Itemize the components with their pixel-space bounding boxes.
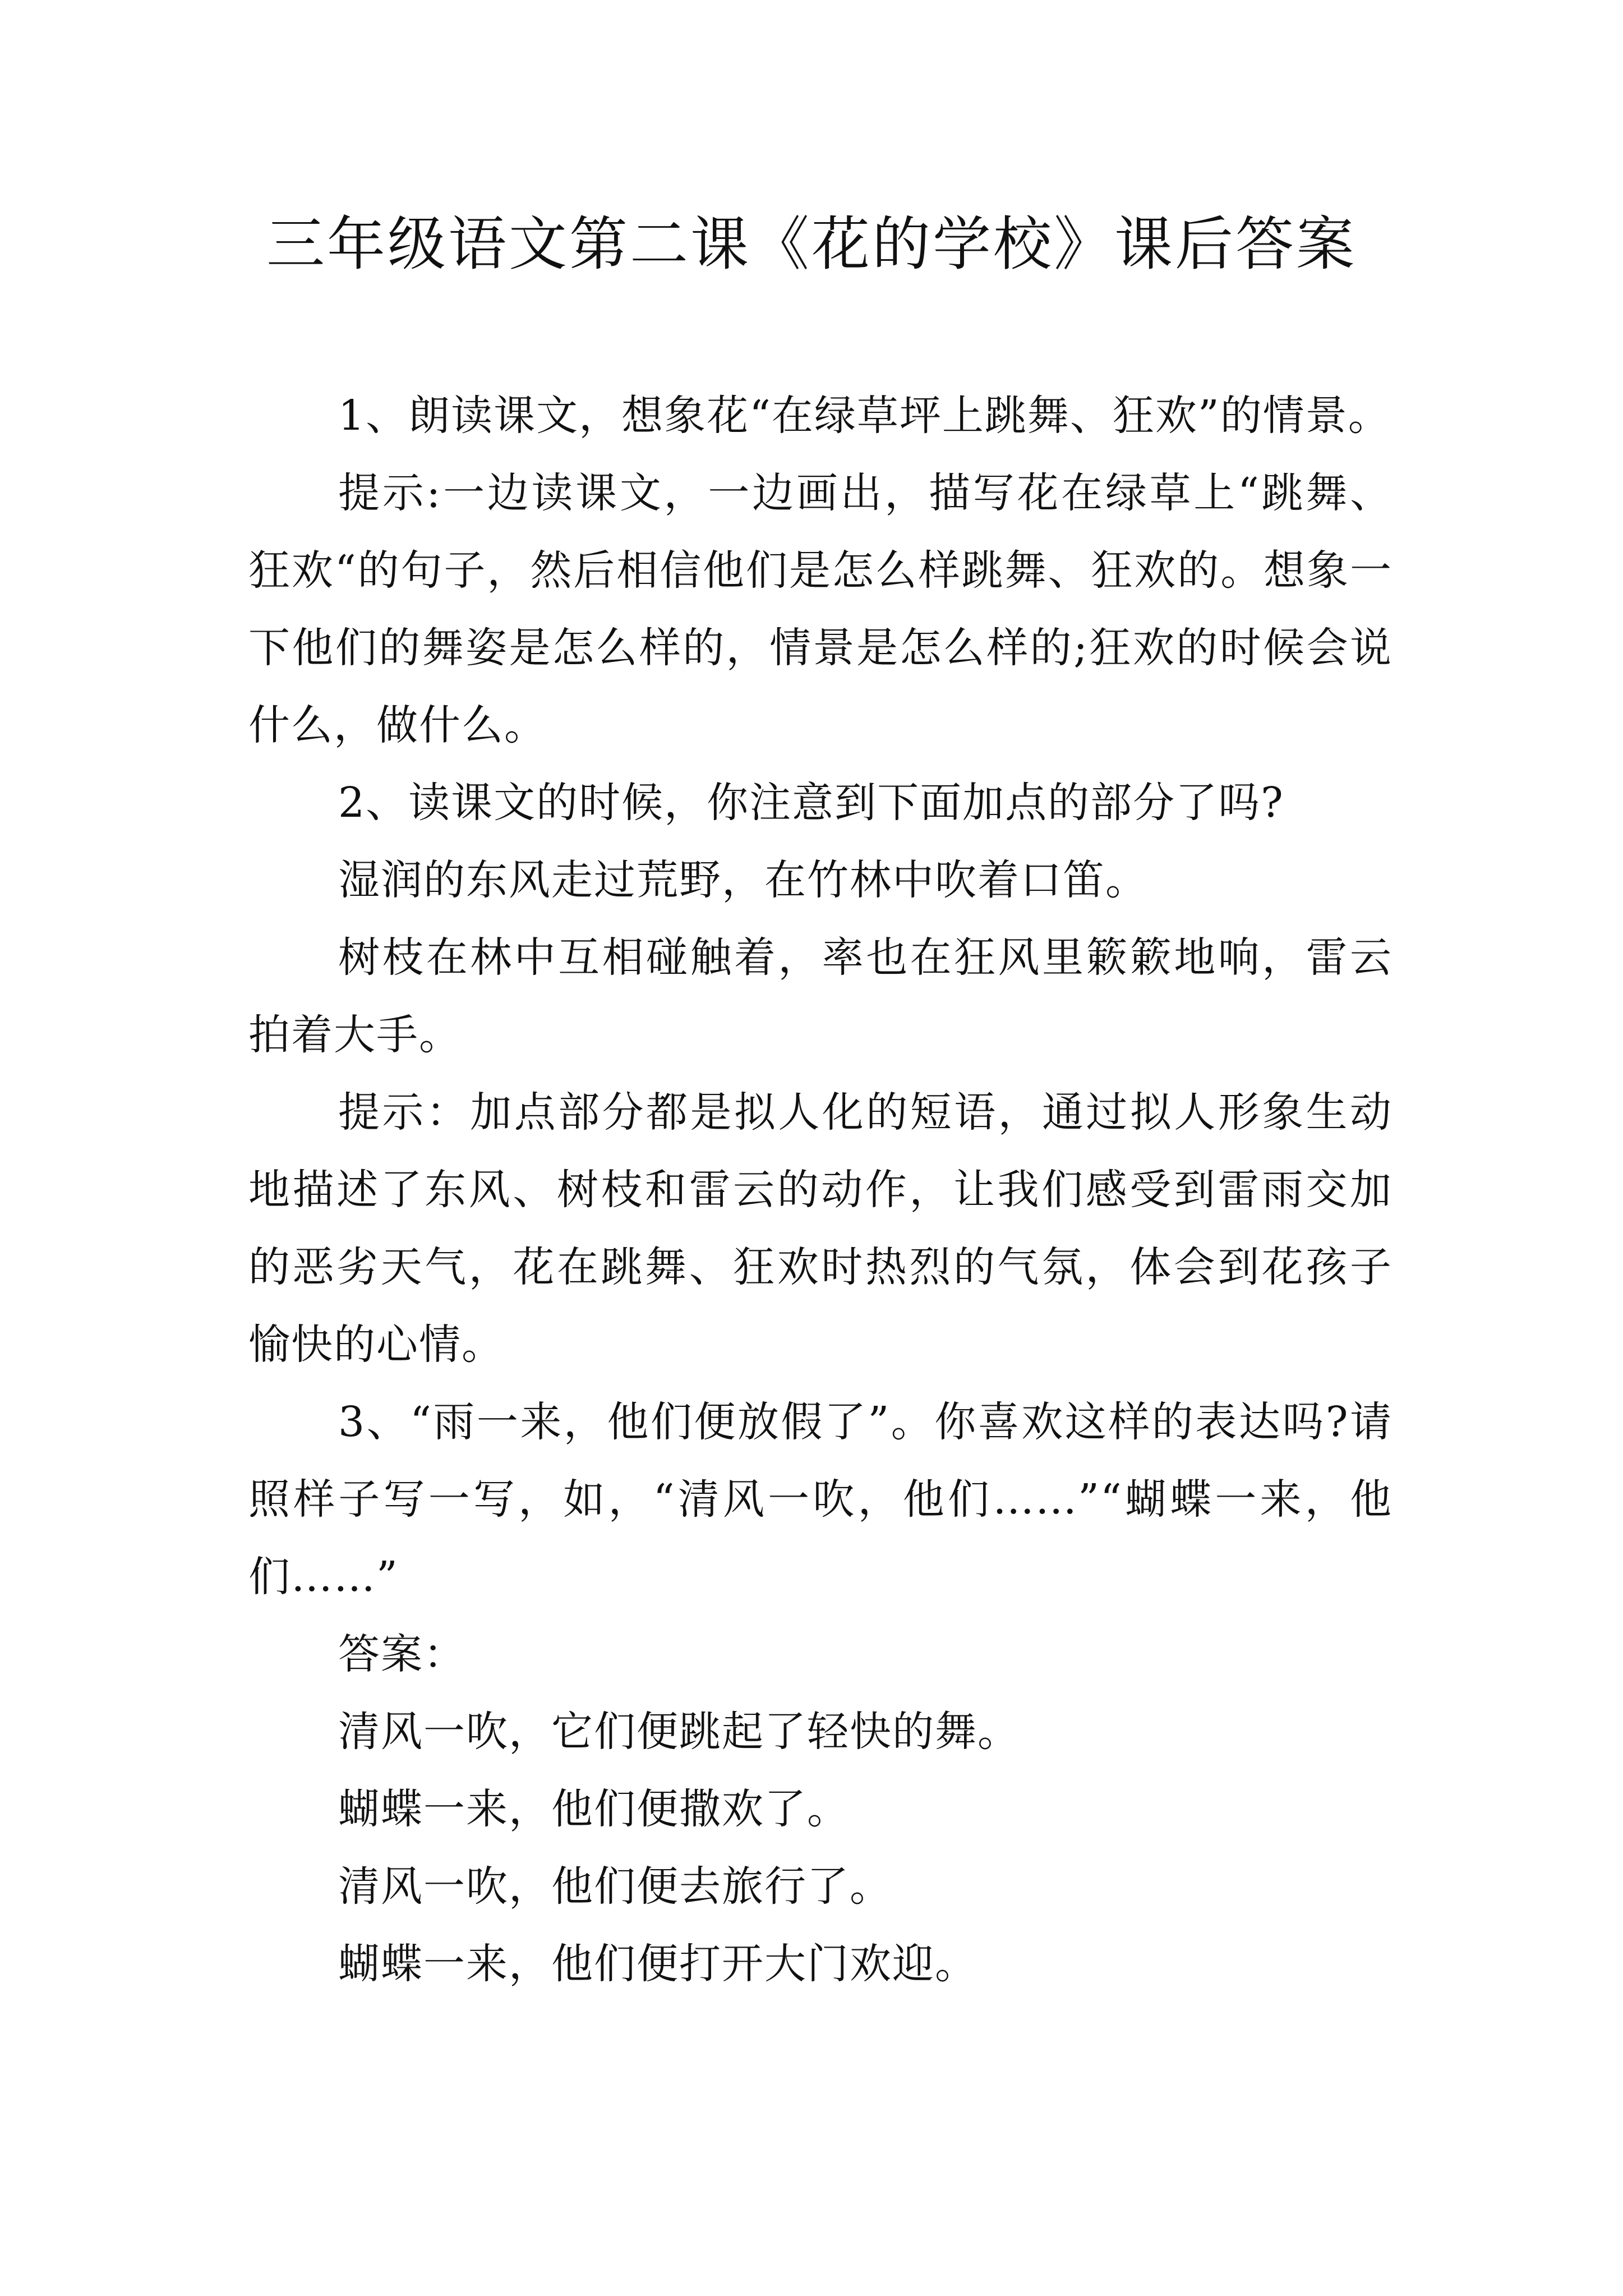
answer-line-1: 清风一吹，它们便跳起了轻快的舞。 xyxy=(338,1708,1020,1756)
answer-line-3: 清风一吹，他们便去旅行了。 xyxy=(338,1862,892,1911)
question-1: 1、朗读课文，想象花“在绿草坪上跳舞、狂欢”的情景。 xyxy=(338,392,1391,440)
example-sentence-1: 湿润的东风走过荒野，在竹林中吹着口笛。 xyxy=(338,856,1148,904)
question-2: 2、读课文的时候，你注意到下面加点的部分了吗? xyxy=(338,779,1284,827)
hint-2: 提示：加点部分都是拟人化的短语，通过拟人形象生动地描述了东风、树枝和雷云的动作，让我们感受到雷雨交加的恶劣天气，花在跳舞、狂欢时热烈的气氛，体会到花孩子愉快的心情。 xyxy=(248,1088,1393,1369)
answer-label: 答案： xyxy=(338,1630,466,1678)
document-title: 三年级语文第二课《花的学校》课后答案 xyxy=(266,210,1357,278)
example-sentence-2: 树枝在林中互相碰触着，率也在狂风里簌簌地响，雷云拍着大手。 xyxy=(248,933,1393,1059)
answer-line-2: 蝴蝶一来，他们便撒欢了。 xyxy=(338,1785,850,1833)
answer-line-4: 蝴蝶一来，他们便打开大门欢迎。 xyxy=(338,1940,978,1988)
hint-1: 提示:一边读课文，一边画出，描写花在绿草上“跳舞、狂欢“的句子，然后相信他们是怎么样跳舞、狂欢的。想象一下他们的舞姿是怎么样的，情景是怎么样的;狂欢的时候会说什么，做什么。 xyxy=(248,469,1393,749)
document-body xyxy=(248,377,1393,2003)
question-3: 3、“雨一来，他们便放假了”。你喜欢这样的表达吗?请照样子写一写，如，“清风一吹，他们……”“蝴蝶一来，他们……” xyxy=(248,1398,1393,1601)
